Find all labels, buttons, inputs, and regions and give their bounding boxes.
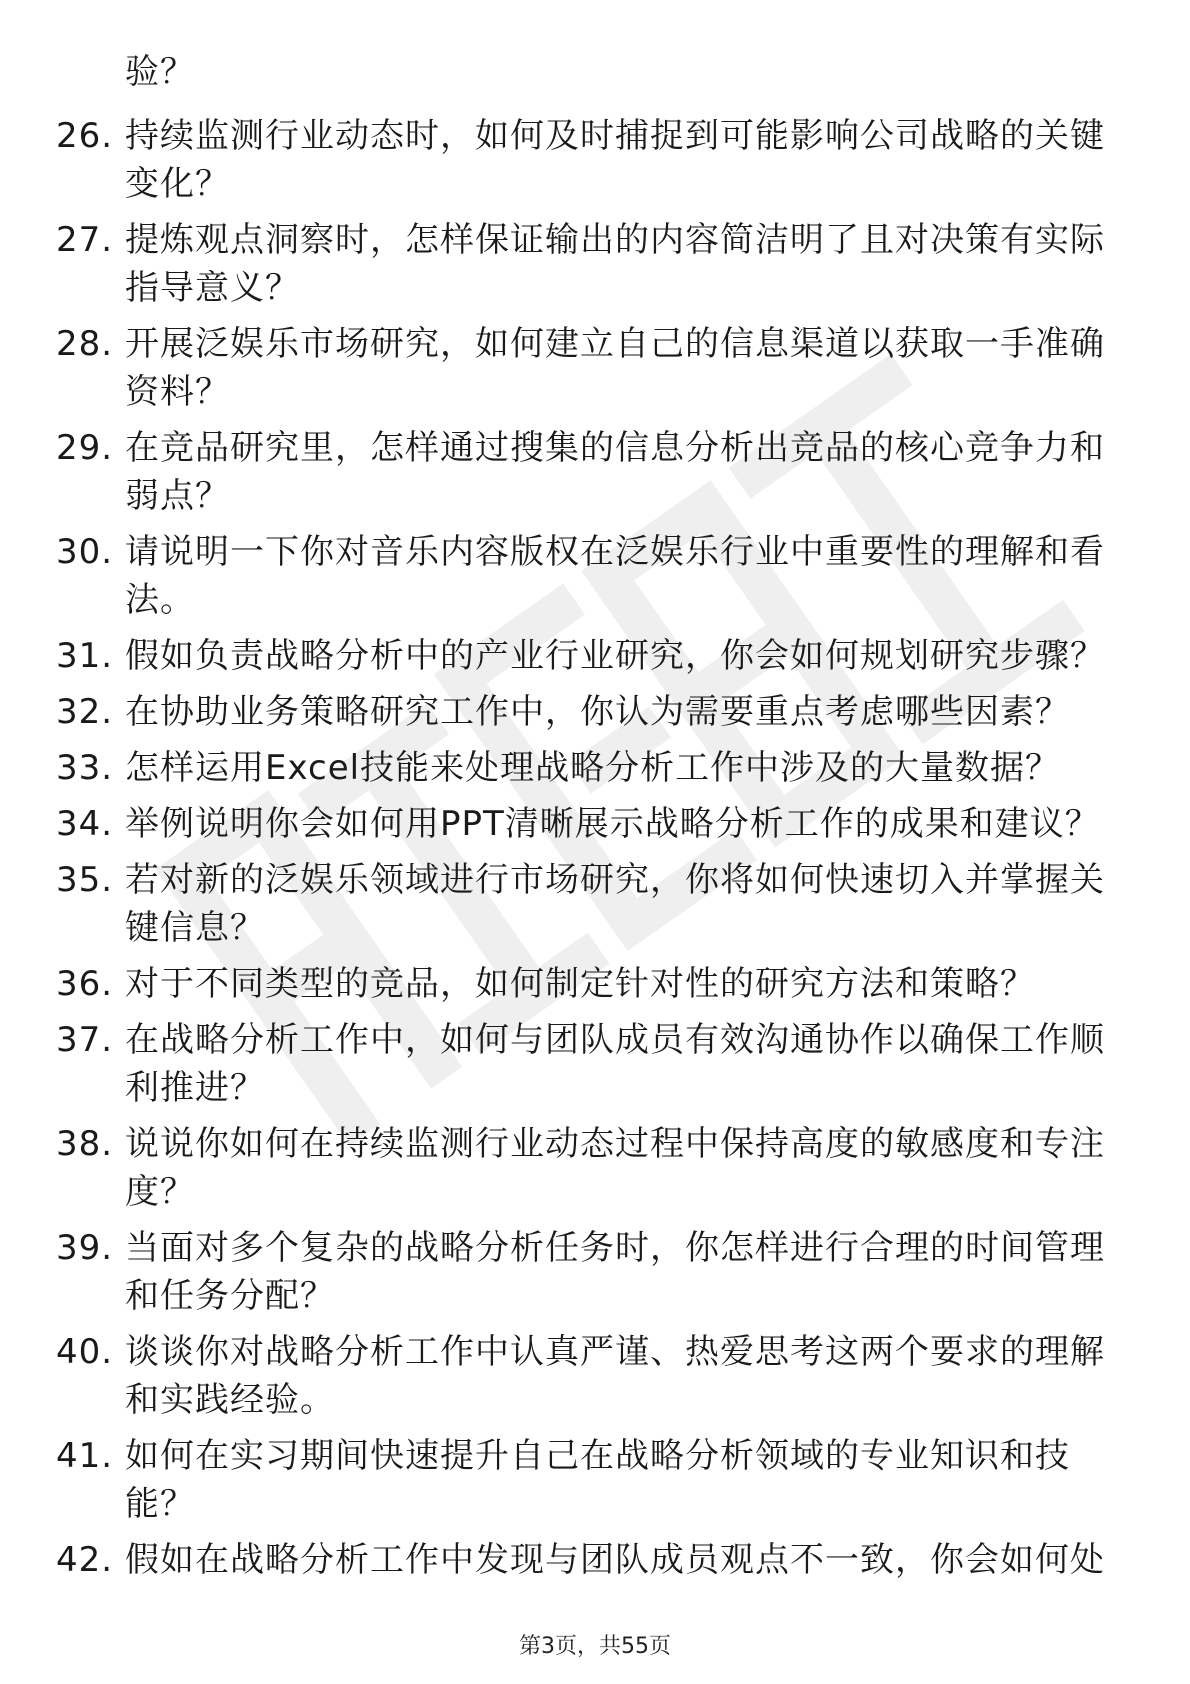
question-number: 41.: [56, 1436, 114, 1476]
list-item: [0, 1016, 1110, 1112]
list-item: [0, 112, 1110, 208]
list-item: [0, 744, 1110, 792]
question-number: 40.: [56, 1332, 114, 1372]
question-number: 38.: [56, 1124, 114, 1164]
page-footer: 第3页，共55页: [519, 1634, 671, 1659]
list-item: [0, 528, 1110, 624]
question-text: 开展泛娱乐市场研究，如何建立自己的信息渠道以获取一手准确资料？: [125, 324, 1105, 412]
question-text: 如何在实习期间快速提升自己在战略分析领域的专业知识和技能？: [125, 1436, 1070, 1524]
question-list: [0, 112, 1190, 1592]
question-text: 说说你如何在持续监测行业动态过程中保持高度的敏感度和专注度？: [125, 1124, 1105, 1212]
question-text: 在协助业务策略研究工作中，你认为需要重点考虑哪些因素？: [125, 692, 1070, 732]
question-text: 请说明一下你对音乐内容版权在泛娱乐行业中重要性的理解和看法。: [125, 532, 1105, 620]
question-number: 33.: [56, 748, 114, 788]
question-text: 当面对多个复杂的战略分析任务时，你怎样进行合理的时间管理和任务分配？: [125, 1228, 1105, 1316]
question-number: 32.: [56, 692, 114, 732]
list-item: [0, 960, 1110, 1008]
list-item: [0, 1120, 1110, 1216]
question-number: 37.: [56, 1020, 114, 1060]
question-text: 假如负责战略分析中的产业行业研究，你会如何规划研究步骤？: [125, 636, 1105, 676]
question-text: 谈谈你对战略分析工作中认真严谨、热爱思考这两个要求的理解和实践经验。: [125, 1332, 1105, 1420]
list-item: [0, 424, 1110, 520]
question-text: 怎样运用Excel技能来处理战略分析工作中涉及的大量数据？: [125, 748, 1061, 788]
question-text: 若对新的泛娱乐领域进行市场研究，你将如何快速切入并掌握关键信息？: [125, 860, 1105, 948]
question-number: 35.: [56, 860, 114, 900]
list-item: [0, 216, 1110, 312]
question-number: 36.: [56, 964, 114, 1004]
question-number: 34.: [56, 804, 114, 844]
question-number: 31.: [56, 636, 114, 676]
list-item: [0, 1432, 1110, 1528]
question-number: 42.: [56, 1540, 114, 1580]
question-number: 29.: [56, 428, 114, 468]
question-text: 对于不同类型的竞品，如何制定针对性的研究方法和策略？: [125, 964, 1035, 1004]
list-item: [0, 1328, 1110, 1424]
question-number: 28.: [56, 324, 114, 364]
list-item: [0, 632, 1110, 680]
list-item: [0, 320, 1110, 416]
list-item: [0, 1224, 1110, 1320]
list-item: [0, 856, 1110, 952]
list-item: [0, 1536, 1110, 1584]
question-text: 在竞品研究里，怎样通过搜集的信息分析出竞品的核心竞争力和弱点？: [125, 428, 1105, 516]
question-text: 持续监测行业动态时，如何及时捕捉到可能影响公司战略的关键变化？: [125, 116, 1105, 204]
question-text: 在战略分析工作中，如何与团队成员有效沟通协作以确保工作顺利推进？: [125, 1020, 1105, 1108]
question-number: 30.: [56, 532, 114, 572]
question-number: 27.: [56, 220, 114, 260]
list-item: [0, 688, 1110, 736]
list-item: [0, 800, 1110, 848]
question-text: 假如在战略分析工作中发现与团队成员观点不一致，你会如何处: [125, 1540, 1105, 1580]
question-text: 举例说明你会如何用PPT清晰展示战略分析工作的成果和建议？: [125, 804, 1100, 844]
continuation-text: 验？: [125, 52, 195, 92]
question-number: 26.: [56, 116, 114, 156]
question-text: 提炼观点洞察时，怎样保证输出的内容简洁明了且对决策有实际指导意义？: [125, 220, 1105, 308]
question-number: 39.: [56, 1228, 114, 1268]
